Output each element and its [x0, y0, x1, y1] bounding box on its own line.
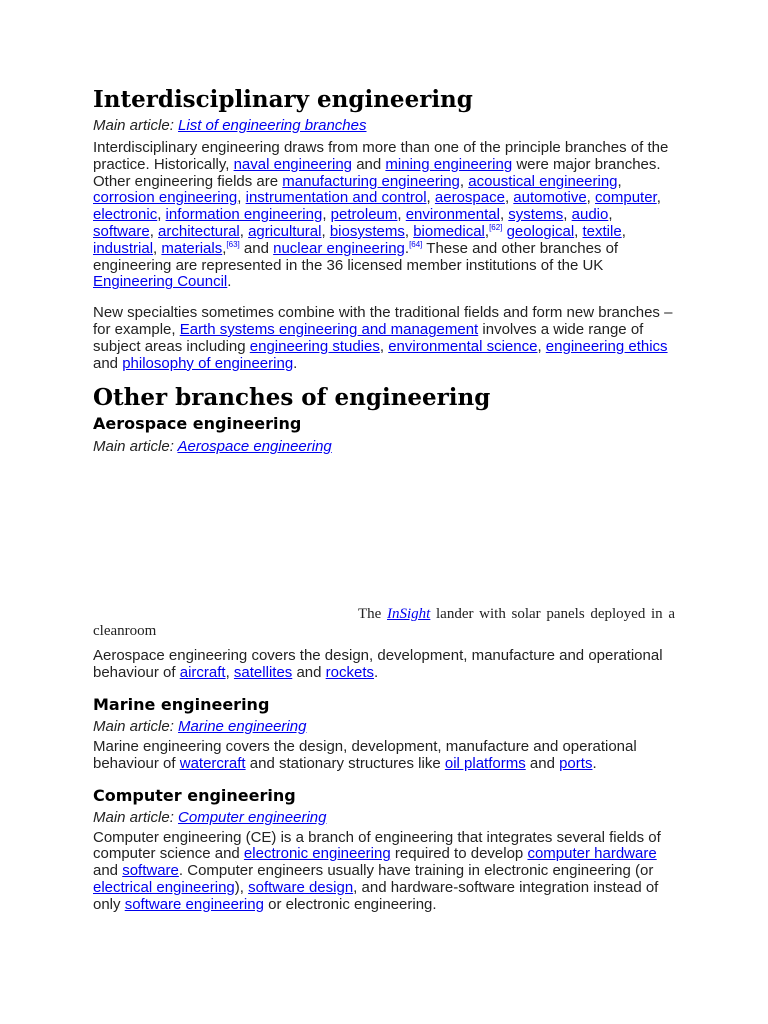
text: , — [149, 222, 159, 240]
text: or electronic engineering. — [263, 895, 437, 913]
subsection-heading-marine: Marine engineering — [93, 694, 270, 714]
text: Aerospace engineering covers the design, development, manufacture and operational behaviour of — [93, 647, 663, 682]
link-engineering-ethics[interactable]: engineering ethics — [545, 337, 668, 355]
insight-lander-image — [93, 456, 675, 606]
link-naval-engineering[interactable]: naval engineering — [233, 155, 353, 173]
link-mining-engineering[interactable]: mining engineering — [385, 155, 513, 173]
link-aerospace[interactable]: aerospace — [434, 189, 505, 207]
text: , — [426, 189, 435, 207]
text: and — [93, 862, 123, 880]
main-article-note — [93, 808, 675, 827]
text: , — [225, 664, 234, 682]
text: involves a wide range of subject areas including — [93, 320, 644, 355]
link-corrosion-engineering[interactable]: corrosion engineering — [93, 189, 238, 207]
text: and — [525, 754, 560, 772]
text: New specialties sometimes combine with the traditional fields and form new branches – for example, — [93, 304, 673, 338]
text: were major branches. Other engineering fields are — [93, 155, 661, 190]
link-computer-hardware[interactable]: computer hardware — [527, 845, 657, 863]
main-article-prefix: Main article: — [93, 438, 178, 456]
paragraph — [93, 830, 675, 914]
main-article-link[interactable]: Aerospace engineering — [177, 438, 332, 456]
text: , and hardware-software integration instead of only — [93, 878, 659, 913]
text: , — [404, 222, 414, 240]
link-industrial[interactable]: industrial — [93, 239, 154, 257]
link-instrumentation-and-control[interactable]: instrumentation and control — [245, 189, 427, 207]
text: Marine engineering covers the design, development, manufacture and operational behaviour of — [93, 737, 637, 772]
main-article-note — [93, 437, 675, 456]
text: and stationary structures like — [245, 754, 445, 772]
text: . — [374, 664, 379, 682]
text: , — [237, 189, 246, 207]
main-article-link[interactable]: Computer engineering — [178, 808, 327, 826]
main-article-prefix: Main article: — [93, 117, 179, 134]
text: , — [499, 206, 509, 224]
text: . — [227, 273, 232, 291]
section-heading-other-branches: Other branches of engineering — [93, 384, 491, 412]
link-engineering-studies[interactable]: engineering studies — [249, 337, 380, 355]
link-automotive[interactable]: automotive — [513, 189, 587, 207]
text: and — [292, 664, 326, 682]
text: , — [459, 172, 469, 190]
text: and — [239, 239, 274, 257]
text: , — [157, 206, 166, 224]
text: , — [563, 206, 572, 224]
link-biosystems[interactable]: biosystems — [329, 222, 405, 240]
link-philosophy-of-engineering[interactable]: philosophy of engineering — [122, 354, 294, 372]
text: , — [574, 222, 583, 240]
link-petroleum[interactable]: petroleum — [330, 206, 398, 224]
citation-64[interactable]: [64] — [409, 239, 423, 249]
text: , — [397, 206, 406, 224]
main-article-prefix: Main article: — [93, 808, 179, 826]
text: , — [608, 206, 613, 224]
text: . — [592, 754, 597, 772]
link-oil-platforms[interactable]: oil platforms — [444, 754, 526, 772]
link-environmental[interactable]: environmental — [405, 206, 500, 224]
link-environmental-science[interactable]: environmental science — [388, 337, 538, 355]
text: Computer engineering (CE) is a branch of engineering that integrates several fields of computer science and — [93, 828, 661, 863]
link-software[interactable]: software — [93, 222, 150, 240]
link-architectural[interactable]: architectural — [158, 222, 240, 240]
text: lander with solar panels deployed in a cleanroom — [93, 606, 675, 640]
subsection-heading-computer: Computer engineering — [93, 785, 296, 805]
link-computer[interactable]: computer — [595, 189, 657, 207]
link-insight[interactable]: InSight — [387, 606, 431, 623]
link-textile[interactable]: textile — [582, 222, 622, 240]
text: and — [93, 354, 123, 372]
text: , — [621, 222, 626, 240]
link-manufacturing-engineering[interactable]: manufacturing engineering — [282, 172, 460, 190]
text: , — [617, 172, 622, 190]
link-agricultural[interactable]: agricultural — [248, 222, 322, 240]
link-software-engineering[interactable]: software engineering — [124, 895, 264, 913]
link-information-engineering[interactable]: information engineering — [165, 206, 323, 224]
link-biomedical[interactable]: biomedical — [413, 222, 485, 240]
link-materials[interactable]: materials — [161, 239, 223, 257]
link-geological[interactable]: geological — [506, 222, 575, 240]
text: , — [153, 239, 162, 257]
article-body — [93, 86, 675, 914]
link-electronic[interactable]: electronic — [93, 206, 158, 224]
main-article-prefix: Main article: — [93, 717, 179, 735]
text: , — [379, 337, 389, 355]
link-engineering-council[interactable]: Engineering Council — [93, 273, 228, 291]
text: ), — [234, 878, 249, 896]
text: Interdisciplinary engineering draws from more than one of the principle branches of the practice. Historically, — [93, 139, 669, 173]
link-acoustical-engineering[interactable]: acoustical engineering — [468, 172, 618, 190]
paragraph: Interdisciplinary engineering draws from more than one of the principle branches of the practice. Historically, naval engineering and mining engineering were major branches. Other engineering fields are manufacturing engineering, acoustical engineering, corrosion engineering, instrumentation and control, aerospace, automotive, computer, electronic, information engineering, petroleum, environmental, systems, audio, software, architectural, agricultural, biosystems, biomedical,[62] geological, textile, industrial, materials,[63] and nuclear engineering.[64] These and other branches of engineering are represented in the 36 licensed member institutions of the UK Engineering Council. — [93, 139, 669, 291]
link-audio[interactable]: audio — [571, 206, 609, 224]
link-rockets[interactable]: rockets — [325, 664, 375, 682]
paragraph — [93, 648, 675, 682]
main-article-note — [93, 116, 675, 135]
link-systems[interactable]: systems — [508, 206, 564, 224]
main-article-link[interactable]: List of engineering branches — [178, 117, 367, 134]
link-software[interactable]: software — [122, 862, 179, 880]
image-caption — [93, 606, 675, 640]
text: , — [239, 222, 249, 240]
text: , — [586, 189, 596, 207]
text: . — [293, 354, 298, 372]
link-watercraft[interactable]: watercraft — [179, 754, 246, 772]
paragraph — [93, 739, 675, 773]
text: , — [321, 222, 330, 240]
subsection-heading-aerospace: Aerospace engineering — [93, 414, 302, 434]
link-electronic-engineering[interactable]: electronic engineering — [243, 845, 391, 863]
text: , — [537, 337, 546, 355]
main-article-link[interactable]: Marine engineering — [178, 717, 307, 735]
link-ports[interactable]: ports — [559, 754, 593, 772]
citation-63[interactable]: [63] — [226, 239, 240, 249]
paragraph — [93, 305, 675, 372]
section-heading-interdisciplinary: Interdisciplinary engineering — [93, 86, 473, 113]
link-satellites[interactable]: satellites — [233, 664, 293, 682]
link-software-design[interactable]: software design — [248, 878, 354, 896]
link-aircraft[interactable]: aircraft — [179, 664, 226, 682]
link-nuclear-engineering[interactable]: nuclear engineering — [273, 239, 405, 257]
text: These and other branches of engineering are represented in the 36 licensed member institutions of the UK — [93, 239, 619, 274]
citation-62[interactable]: [62] — [489, 222, 503, 232]
text: The — [358, 606, 387, 623]
text: , — [656, 189, 661, 207]
main-article-note — [93, 717, 675, 736]
text: . Computer engineers usually have training in electronic engineering (or — [178, 862, 654, 880]
text: and — [352, 155, 386, 173]
text: required to develop — [390, 845, 528, 863]
link-earth-systems-engineering[interactable]: Earth systems engineering and management — [179, 320, 479, 338]
text: , — [504, 189, 514, 207]
text: , — [322, 206, 331, 224]
link-electrical-engineering[interactable]: electrical engineering — [93, 878, 235, 896]
text: . — [404, 239, 410, 257]
